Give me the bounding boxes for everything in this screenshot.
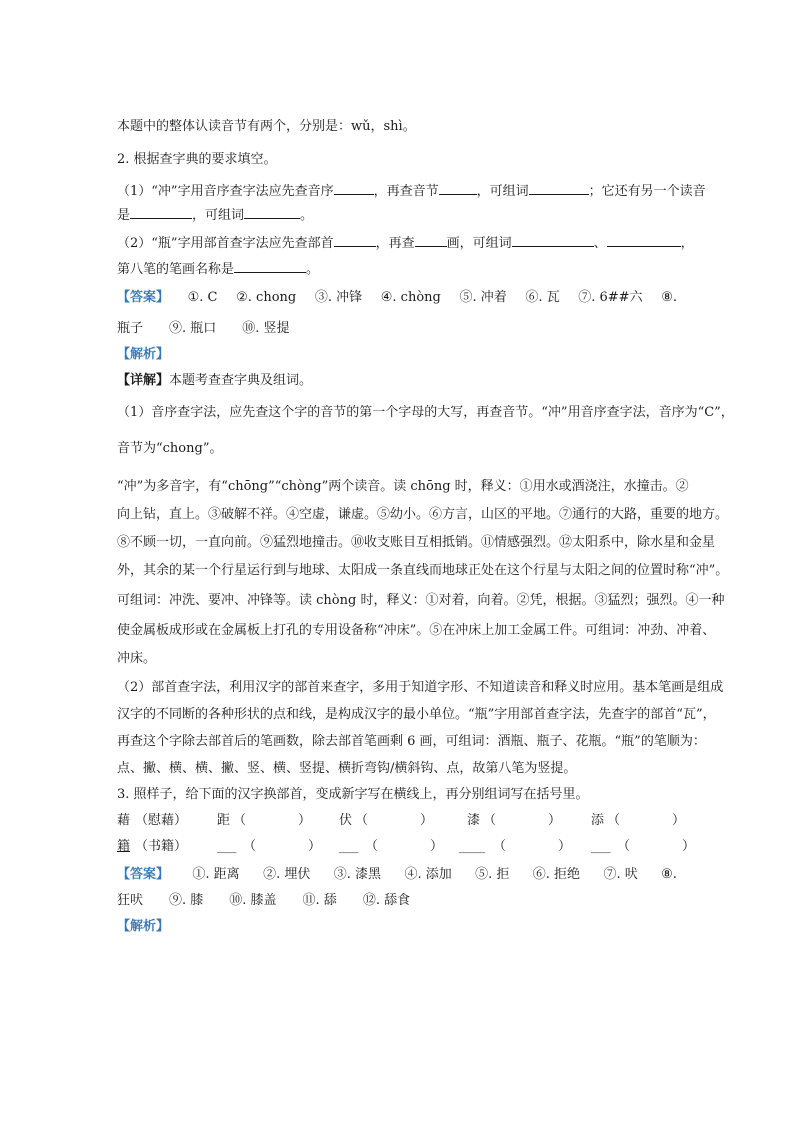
blank-zuci-1[interactable]: [529, 180, 589, 195]
q2-part1-line2: [117, 204, 677, 225]
answer-item: 瓶子: [117, 321, 144, 336]
answer-item: ⑥. 瓦: [525, 290, 560, 305]
q3-paren[interactable]: （ ）: [365, 839, 444, 854]
answer-item: ⑧.: [661, 867, 677, 882]
blank-bihua[interactable]: [234, 258, 306, 273]
analysis-tag: 【解析】: [117, 919, 170, 934]
answer-item: ②. chong: [236, 290, 297, 305]
q3-paren: （书籍）: [135, 839, 188, 854]
q2-p2-text-f: 第八笔的笔画名称是: [117, 262, 235, 277]
q3-paren[interactable]: （ ）: [483, 813, 562, 828]
blank-bushou[interactable]: [334, 232, 376, 247]
blank-zuci-4[interactable]: [607, 232, 681, 247]
q2-p2-text-g: 。: [306, 262, 320, 277]
detail-1-line: 使金属板成形或在金属板上打孔的专用设备称“冲床”。⑤在冲床上加工金属工件。可组词：冲劲、冲着、: [117, 623, 716, 638]
q3-char: 籍: [117, 839, 131, 854]
q2-p2-text-e: ，: [680, 236, 694, 251]
answer-item: ⑫. 舔食: [362, 893, 411, 908]
answer-item: ③. 冲锋: [314, 290, 363, 305]
q2-p2-text-a: （2）“瓶”字用部首查字法应先查部首: [117, 236, 334, 251]
detail-2-line: 汉字的不同断的各种形状的点和线，是构成汉字的最小单位。“瓶”字用部首查字法，先查字的部首“瓦”，: [117, 707, 716, 722]
q2-p1-text-e: 是: [117, 208, 131, 223]
answer-item: ⑤. 拒: [475, 867, 510, 882]
intro-line: 本题中的整体认读音节有两个，分别是：wǔ，shì。: [117, 119, 416, 134]
answer-item: ⑦. 吠: [603, 867, 638, 882]
q3-paren[interactable]: （ ）: [243, 839, 322, 854]
answer-item: 狂吠: [117, 893, 144, 908]
blank-huashu[interactable]: [415, 232, 447, 247]
answer-item: ⑪. 舔: [302, 893, 337, 908]
blank-duyin[interactable]: [130, 204, 192, 219]
q2-part1-line1: [117, 180, 706, 201]
q2-p1-text-g: 。: [300, 208, 314, 223]
answer-item: ⑩. 竖提: [242, 321, 290, 336]
detail-tag: 【详解】: [117, 373, 170, 388]
blank-yinjie[interactable]: [439, 180, 477, 195]
q3-paren[interactable]: （ ）: [493, 839, 572, 854]
q3-blank[interactable]: ___: [217, 839, 237, 854]
detail-1-line: “冲”为多音字，有“chōng”“chòng”两个读音。读 chōng 时，释义：①用水或酒浇注，水撞击。②: [117, 479, 689, 494]
q2-part2-line2: [117, 258, 677, 279]
answer-item: ④. chòng: [380, 290, 441, 305]
q3-blank[interactable]: ___: [339, 839, 359, 854]
q3-char: 漆: [467, 813, 481, 828]
q2-p2-text-d: 、: [593, 236, 607, 251]
blank-zuci-3[interactable]: [512, 232, 594, 247]
q3-paren[interactable]: （ ）: [355, 813, 434, 828]
q2-answer-line2: [117, 320, 677, 338]
q3-answer-line2: [117, 892, 677, 910]
answer-item: ②. 埋伏: [263, 867, 311, 882]
answer-tag: 【答案】: [117, 290, 170, 305]
detail-1-line: ⑧不顾一切，一直向前。⑨猛烈地撞击。⑩收支账目互相抵销。⑪情感强烈。⑫太阳系中，除水星和金星: [117, 535, 716, 550]
answer-item: ⑦. 6##六: [578, 290, 643, 305]
q3-blank[interactable]: ____: [459, 839, 485, 854]
answer-item: ⑥. 拒绝: [532, 867, 581, 882]
answer-item: ⑨. 膝: [169, 893, 204, 908]
answer-item: ①. 距离: [192, 867, 240, 882]
q3-char: 距: [217, 813, 231, 828]
q3-paren[interactable]: （ ）: [233, 813, 312, 828]
detail-1-line: （1）音序查字法，应先查这个字的音节的第一个字母的大写，再查音节。“冲”用音序查字法，音序为“C”，: [117, 405, 734, 420]
q2-p2-text-c: 画，可组词: [446, 236, 512, 251]
answer-item: ⑧.: [661, 290, 677, 305]
q2-p1-text-f: ，可组词: [192, 208, 245, 223]
answer-tag: 【答案】: [117, 867, 170, 882]
q3-paren[interactable]: （ ）: [617, 839, 696, 854]
q2-p1-text-d: ；它还有另一个读音: [588, 184, 706, 199]
detail-2-line: （2）部首查字法，利用汉字的部首来查字，多用于知道字形、不知道读音和释义时应用。基本笔画是组成: [117, 680, 724, 695]
answer-item: ⑨. 瓶口: [169, 321, 217, 336]
blank-zuci-2[interactable]: [244, 204, 300, 219]
detail-1-line: 音节为“chong”。: [117, 441, 223, 456]
q3-title: 3. 照样子，给下面的汉字换部首，变成新字写在横线上，再分别组词写在括号里。: [117, 787, 589, 802]
detail-2-line: 再查这个字除去部首后的笔画数，除去部首笔画剩 6 画，可组词：酒瓶、瓶子、花瓶。“瓶”的笔顺为：: [117, 734, 706, 749]
answer-item: ⑩. 膝盖: [229, 893, 277, 908]
detail-1-line: 向上钻，直上。③破解不祥。④空虚，谦虚。⑤幼小。⑥方言，山区的平地。⑦通行的大路，重要的地方。: [117, 507, 729, 522]
answer-item: ③. 漆黑: [333, 867, 382, 882]
answer-item: ④. 添加: [404, 867, 452, 882]
detail-2-line: 点、撇、横、横、撇、竖、横、竖提、横折弯钩/横斜钩、点，故第八笔为竖提。: [117, 761, 577, 776]
q3-paren: （慰藉）: [135, 813, 188, 828]
q3-char: 藉: [117, 813, 131, 828]
q2-p2-text-b: ，再查: [375, 236, 415, 251]
q2-p1-text-c: ，可组词: [476, 184, 529, 199]
q3-char: 添: [591, 813, 605, 828]
detail-1-line: 可组词：冲洗、要冲、冲锋等。读 chòng 时，释义：①对着，向着。②凭，根据。③猛烈；强烈。④一种: [117, 593, 725, 608]
answer-item: ①. C: [187, 290, 218, 305]
answer-item: ⑤. 冲着: [459, 290, 507, 305]
detail-1-line: 冲床。: [117, 651, 157, 666]
detail-1-line: 外，其余的某一个行星运行到与地球、太阳成一条直线而地球正处在这个行星与太阳之间的位置时称“冲”。: [117, 563, 729, 578]
q2-title: 2. 根据查字典的要求填空。: [117, 152, 277, 167]
q3-char: 伏: [339, 813, 353, 828]
q2-p1-text-b: ，再查音节: [373, 184, 439, 199]
q2-part2-line1: [117, 232, 694, 253]
q3-answer-line1: [117, 866, 677, 884]
blank-yinxu[interactable]: [334, 180, 374, 195]
q2-p1-text-a: （1）“冲”字用音序查字法应先查音序: [117, 184, 334, 199]
q3-blank[interactable]: ___: [591, 839, 611, 854]
q2-answer-line1: [117, 289, 677, 307]
detail-text: 本题考查查字典及组词。: [169, 373, 313, 388]
detail-line: [117, 372, 677, 390]
q3-paren[interactable]: （ ）: [607, 813, 686, 828]
analysis-tag: 【解析】: [117, 347, 170, 362]
